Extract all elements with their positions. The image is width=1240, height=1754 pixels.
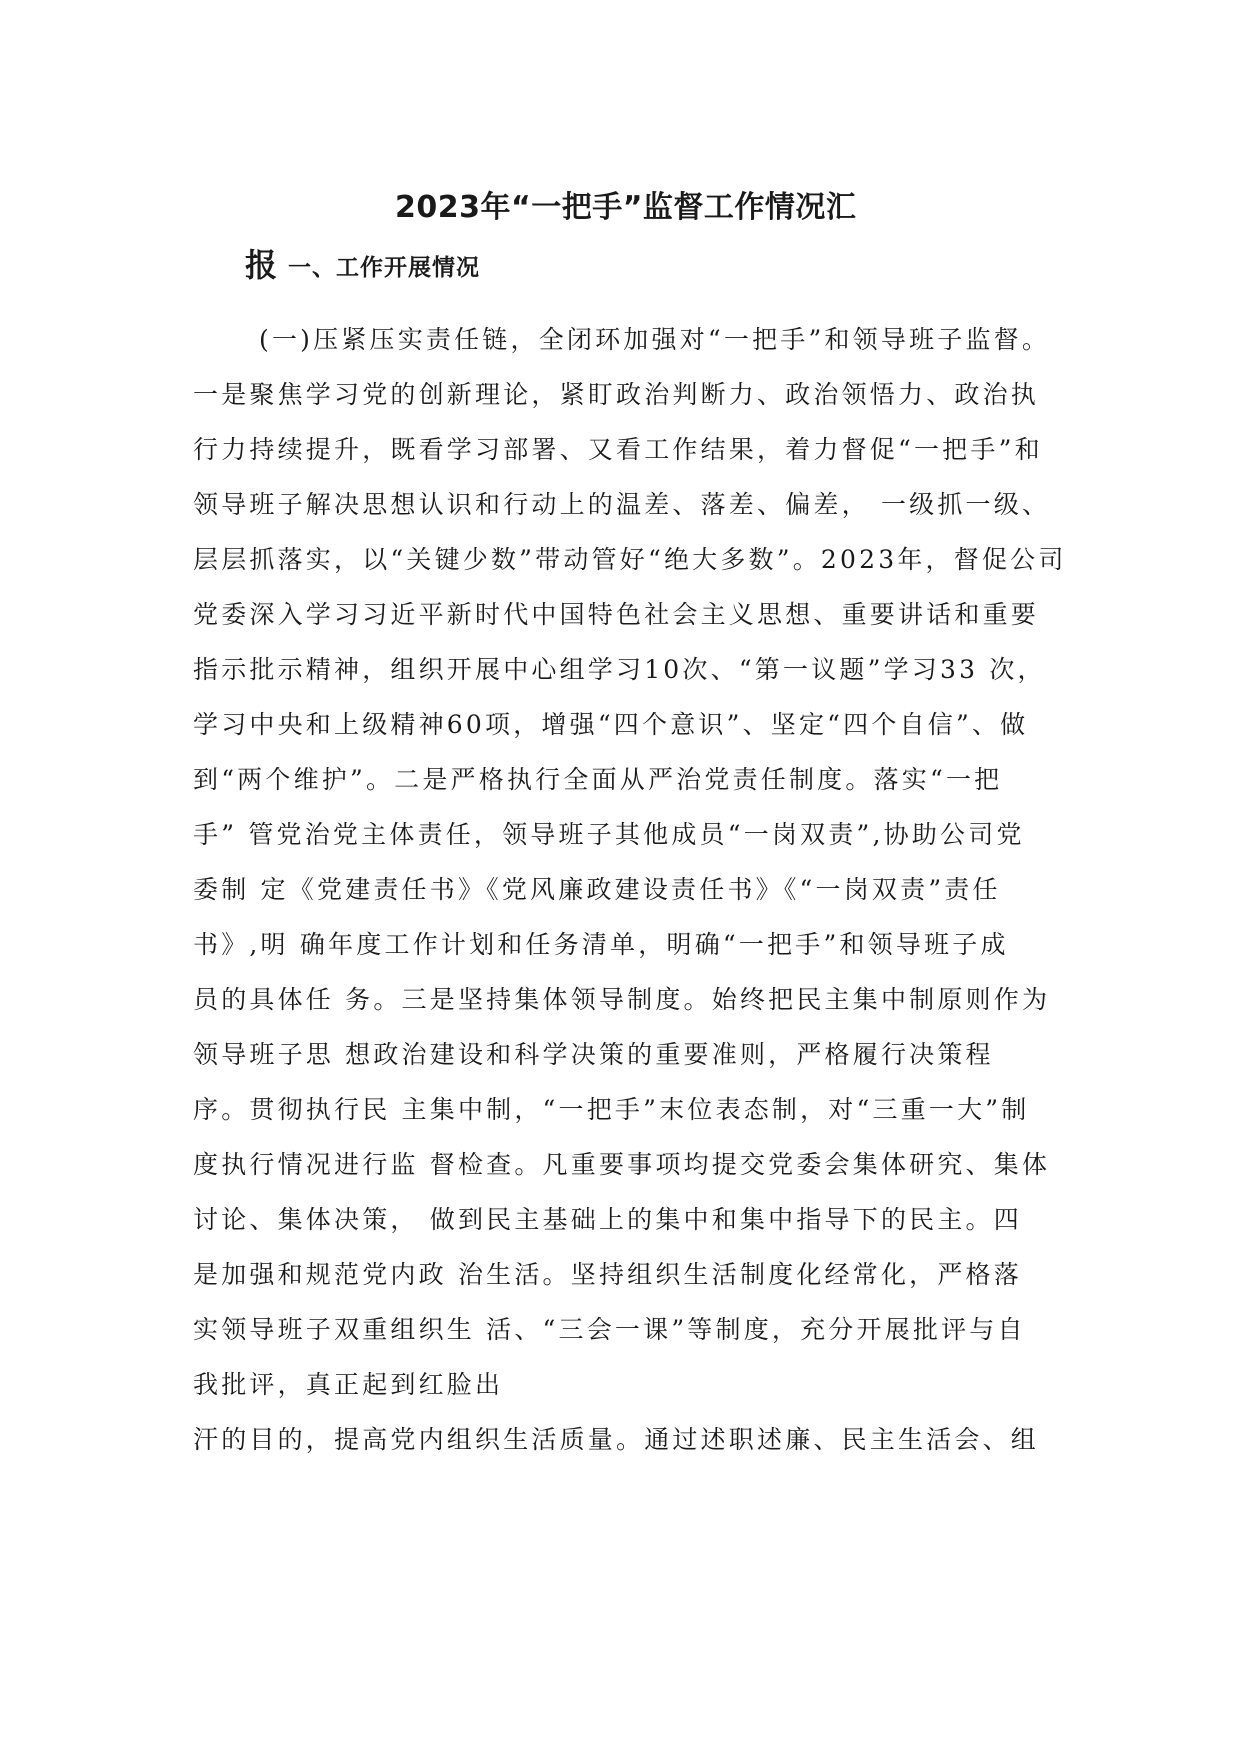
text-line: 我批评，真正起到红脸出 bbox=[193, 1370, 504, 1399]
text-line: 层层抓落实，以“关键少数”带动管好“绝大多数”。2023年，督促公司 bbox=[193, 545, 1067, 574]
text-line: 序。贯彻执行民 主集中制，“一把手”末位表态制，对“三重一大”制 bbox=[193, 1095, 1030, 1124]
text-line: 党委深入学习习近平新时代中国特色社会主义思想、重要讲话和重要 bbox=[193, 600, 1040, 629]
body-paragraph bbox=[193, 320, 1073, 1475]
text-line: 讨论、集体决策， 做到民主基础上的集中和集中指导下的民主。四 bbox=[193, 1205, 1022, 1234]
document-title-continuation: 报 bbox=[245, 246, 278, 284]
text-line: 员的具体任 务。三是坚持集体领导制度。始终把民主集中制原则作为 bbox=[193, 985, 1051, 1014]
text-line: 领导班子解决思想认识和行动上的温差、落差、偏差， 一级抓一级、 bbox=[193, 490, 1051, 519]
text-line: 行力持续提升，既看学习部署、又看工作结果，着力督促“一把手”和 bbox=[193, 435, 1043, 464]
document-title: 2023年“一把手”监督工作情况汇 bbox=[395, 190, 857, 225]
text-line: 一是聚焦学习党的创新理论，紧盯政治判断力、政治领悟力、政治执 bbox=[193, 380, 1040, 409]
text-line: 领导班子思 想政治建设和科学决策的重要准则，严格履行决策程 bbox=[193, 1040, 994, 1069]
text-line: 实领导班子双重组织生 活、“三会一课”等制度，充分开展批评与自 bbox=[193, 1315, 1026, 1344]
text-line: 指示批示精神，组织开展中心组学习10次、“第一议题”学习33 次， bbox=[193, 655, 1046, 684]
text-line: 到“两个维护”。二是严格执行全面从严治党责任制度。落实“一把 bbox=[193, 765, 1003, 794]
section-heading: 一、工作开展情况 bbox=[288, 255, 480, 281]
text-line: 是加强和规范党内政 治生活。坚持组织生活制度化经常化，严格落 bbox=[193, 1260, 1022, 1289]
text-line: 学习中央和上级精神60项，增强“四个意识”、坚定“四个自信”、做 bbox=[193, 710, 1029, 739]
text-line: 汗的目的，提高党内组织生活质量。通过述职述廉、民主生活会、组 bbox=[193, 1425, 1040, 1454]
text-line: 度执行情况进行监 督检查。凡重要事项均提交党委会集体研究、集体 bbox=[193, 1150, 1051, 1179]
text-line: (一)压紧压实责任链，全闭环加强对“一把手”和领导班子监督。 bbox=[259, 325, 1051, 354]
text-line: 书》,明 确年度工作计划和任务清单，明确“一把手”和领导班子成 bbox=[193, 930, 1009, 959]
text-line: 委制 定《党建责任书》《党风廉政建设责任书》《“一岗双责”责任 bbox=[193, 875, 1001, 904]
text-line: 手” 管党治党主体责任，领导班子其他成员“一岗双责”,协助公司党 bbox=[193, 820, 1025, 849]
